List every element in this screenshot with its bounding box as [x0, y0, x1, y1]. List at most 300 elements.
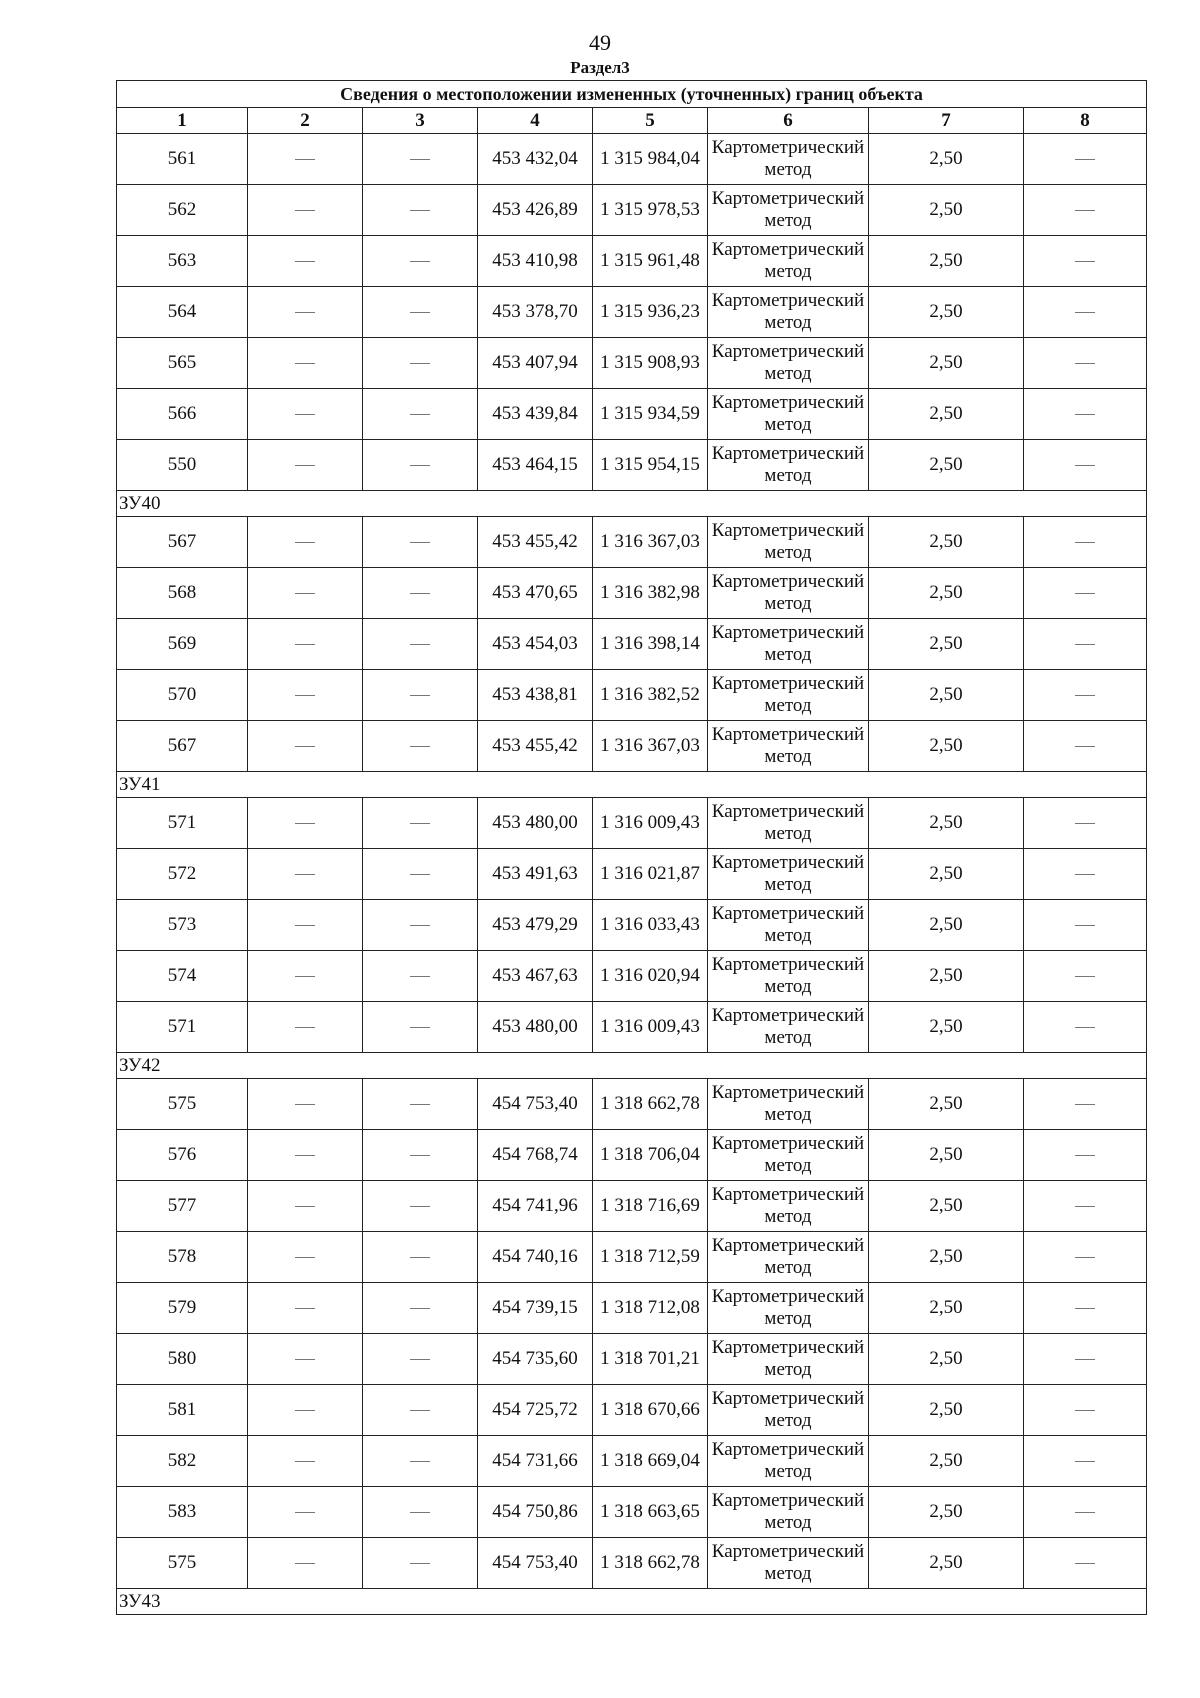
- empty-value-cell: [248, 1538, 363, 1589]
- x-coordinate-cell: 454 768,74: [478, 1130, 593, 1181]
- accuracy-cell: 2,50: [869, 1002, 1024, 1053]
- empty-value-cell: [248, 798, 363, 849]
- empty-value-cell: [248, 721, 363, 772]
- method-cell: Картометрический метод: [708, 1436, 869, 1487]
- table-body: [117, 134, 1147, 1615]
- y-coordinate-cell: 1 318 716,69: [593, 1181, 708, 1232]
- dash-mark: [410, 1257, 430, 1259]
- method-cell: Картометрический метод: [708, 287, 869, 338]
- y-coordinate-cell: 1 318 670,66: [593, 1385, 708, 1436]
- dash-mark: [295, 644, 315, 646]
- empty-value-cell: [248, 185, 363, 236]
- empty-value-cell: [363, 670, 478, 721]
- empty-value-cell: [1024, 1079, 1147, 1130]
- empty-value-cell: [248, 670, 363, 721]
- table-row: [117, 236, 1147, 287]
- empty-value-cell: [248, 619, 363, 670]
- empty-value-cell: [1024, 440, 1147, 491]
- point-number-cell: 550: [117, 440, 248, 491]
- dash-mark: [1075, 1410, 1095, 1412]
- table-caption-row: [117, 81, 1147, 108]
- empty-value-cell: [248, 1232, 363, 1283]
- point-number-cell: 571: [117, 798, 248, 849]
- empty-value-cell: [248, 338, 363, 389]
- x-coordinate-cell: 453 480,00: [478, 1002, 593, 1053]
- empty-value-cell: [1024, 1130, 1147, 1181]
- method-cell: Картометрический метод: [708, 1385, 869, 1436]
- dash-mark: [410, 695, 430, 697]
- empty-value-cell: [1024, 670, 1147, 721]
- empty-value-cell: [363, 134, 478, 185]
- empty-value-cell: [1024, 517, 1147, 568]
- empty-value-cell: [248, 568, 363, 619]
- table-row: [117, 900, 1147, 951]
- dash-mark: [295, 1206, 315, 1208]
- point-number-cell: 562: [117, 185, 248, 236]
- point-number-cell: 575: [117, 1079, 248, 1130]
- empty-value-cell: [248, 1181, 363, 1232]
- x-coordinate-cell: 453 438,81: [478, 670, 593, 721]
- dash-mark: [295, 874, 315, 876]
- dash-mark: [410, 159, 430, 161]
- x-coordinate-cell: 454 725,72: [478, 1385, 593, 1436]
- empty-value-cell: [363, 236, 478, 287]
- point-number-cell: 582: [117, 1436, 248, 1487]
- accuracy-cell: 2,50: [869, 1283, 1024, 1334]
- point-number-cell: 580: [117, 1334, 248, 1385]
- dash-mark: [410, 1512, 430, 1514]
- table-row: [117, 1079, 1147, 1130]
- dash-mark: [1075, 925, 1095, 927]
- dash-mark: [1075, 593, 1095, 595]
- method-cell: Картометрический метод: [708, 1002, 869, 1053]
- dash-mark: [1075, 1461, 1095, 1463]
- dash-mark: [295, 976, 315, 978]
- group-header-row: [117, 1589, 1147, 1615]
- table-row: [117, 287, 1147, 338]
- accuracy-cell: 2,50: [869, 517, 1024, 568]
- table-row: [117, 1436, 1147, 1487]
- empty-value-cell: [363, 1487, 478, 1538]
- point-number-cell: 575: [117, 1538, 248, 1589]
- point-number-cell: 563: [117, 236, 248, 287]
- empty-value-cell: [1024, 1002, 1147, 1053]
- empty-value-cell: [363, 849, 478, 900]
- table-row: [117, 389, 1147, 440]
- dash-mark: [1075, 644, 1095, 646]
- y-coordinate-cell: 1 316 021,87: [593, 849, 708, 900]
- dash-mark: [295, 925, 315, 927]
- method-cell: Картометрический метод: [708, 134, 869, 185]
- accuracy-cell: 2,50: [869, 1232, 1024, 1283]
- y-coordinate-cell: 1 315 961,48: [593, 236, 708, 287]
- dash-mark: [1075, 414, 1095, 416]
- table-row: [117, 134, 1147, 185]
- method-cell: Картометрический метод: [708, 1130, 869, 1181]
- empty-value-cell: [363, 798, 478, 849]
- method-cell: Картометрический метод: [708, 568, 869, 619]
- dash-mark: [1075, 1563, 1095, 1565]
- x-coordinate-cell: 453 455,42: [478, 517, 593, 568]
- empty-value-cell: [1024, 849, 1147, 900]
- table-row: [117, 1181, 1147, 1232]
- dash-mark: [295, 312, 315, 314]
- accuracy-cell: 2,50: [869, 1487, 1024, 1538]
- accuracy-cell: 2,50: [869, 849, 1024, 900]
- empty-value-cell: [1024, 287, 1147, 338]
- dash-mark: [295, 1359, 315, 1361]
- empty-value-cell: [1024, 236, 1147, 287]
- y-coordinate-cell: 1 316 020,94: [593, 951, 708, 1002]
- dash-mark: [410, 363, 430, 365]
- y-coordinate-cell: 1 318 669,04: [593, 1436, 708, 1487]
- dash-mark: [295, 746, 315, 748]
- dash-mark: [1075, 363, 1095, 365]
- column-number: 5: [593, 108, 708, 134]
- empty-value-cell: [248, 287, 363, 338]
- method-cell: Картометрический метод: [708, 389, 869, 440]
- method-cell: Картометрический метод: [708, 1079, 869, 1130]
- method-cell: Картометрический метод: [708, 517, 869, 568]
- method-cell: Картометрический метод: [708, 619, 869, 670]
- x-coordinate-cell: 454 753,40: [478, 1538, 593, 1589]
- dash-mark: [295, 210, 315, 212]
- x-coordinate-cell: 453 464,15: [478, 440, 593, 491]
- empty-value-cell: [363, 440, 478, 491]
- dash-mark: [295, 1410, 315, 1412]
- table-row: [117, 1232, 1147, 1283]
- accuracy-cell: 2,50: [869, 1538, 1024, 1589]
- dash-mark: [410, 823, 430, 825]
- method-cell: Картометрический метод: [708, 236, 869, 287]
- table-row: [117, 619, 1147, 670]
- dash-mark: [410, 210, 430, 212]
- accuracy-cell: 2,50: [869, 1334, 1024, 1385]
- accuracy-cell: 2,50: [869, 1181, 1024, 1232]
- table-row: [117, 1002, 1147, 1053]
- dash-mark: [1075, 746, 1095, 748]
- empty-value-cell: [1024, 185, 1147, 236]
- column-number: 8: [1024, 108, 1147, 134]
- table-row: [117, 185, 1147, 236]
- dash-mark: [410, 976, 430, 978]
- empty-value-cell: [363, 1079, 478, 1130]
- dash-mark: [410, 1027, 430, 1029]
- page-number: 49: [589, 30, 611, 55]
- point-number-cell: 564: [117, 287, 248, 338]
- dash-mark: [1075, 542, 1095, 544]
- empty-value-cell: [363, 1283, 478, 1334]
- accuracy-cell: 2,50: [869, 951, 1024, 1002]
- y-coordinate-cell: 1 318 662,78: [593, 1079, 708, 1130]
- table-row: [117, 440, 1147, 491]
- empty-value-cell: [1024, 900, 1147, 951]
- column-number: 6: [708, 108, 869, 134]
- y-coordinate-cell: 1 318 712,59: [593, 1232, 708, 1283]
- empty-value-cell: [248, 389, 363, 440]
- empty-value-cell: [248, 849, 363, 900]
- boundary-coordinates-table: [116, 80, 1147, 1615]
- dash-mark: [1075, 1155, 1095, 1157]
- empty-value-cell: [1024, 1436, 1147, 1487]
- dash-mark: [295, 1104, 315, 1106]
- dash-mark: [410, 312, 430, 314]
- y-coordinate-cell: 1 315 908,93: [593, 338, 708, 389]
- accuracy-cell: 2,50: [869, 338, 1024, 389]
- x-coordinate-cell: 453 378,70: [478, 287, 593, 338]
- empty-value-cell: [363, 1130, 478, 1181]
- empty-value-cell: [1024, 951, 1147, 1002]
- y-coordinate-cell: 1 315 978,53: [593, 185, 708, 236]
- empty-value-cell: [363, 185, 478, 236]
- empty-value-cell: [363, 1181, 478, 1232]
- dash-mark: [295, 1308, 315, 1310]
- empty-value-cell: [248, 900, 363, 951]
- point-number-cell: 579: [117, 1283, 248, 1334]
- empty-value-cell: [363, 951, 478, 1002]
- point-number-cell: 566: [117, 389, 248, 440]
- dash-mark: [1075, 159, 1095, 161]
- dash-mark: [295, 1155, 315, 1157]
- empty-value-cell: [248, 517, 363, 568]
- empty-value-cell: [1024, 1181, 1147, 1232]
- dash-mark: [410, 465, 430, 467]
- method-cell: Картометрический метод: [708, 440, 869, 491]
- accuracy-cell: 2,50: [869, 389, 1024, 440]
- empty-value-cell: [363, 568, 478, 619]
- point-number-cell: 581: [117, 1385, 248, 1436]
- y-coordinate-cell: 1 316 367,03: [593, 517, 708, 568]
- accuracy-cell: 2,50: [869, 900, 1024, 951]
- dash-mark: [295, 1461, 315, 1463]
- method-cell: Картометрический метод: [708, 1538, 869, 1589]
- y-coordinate-cell: 1 318 663,65: [593, 1487, 708, 1538]
- dash-mark: [1075, 1308, 1095, 1310]
- x-coordinate-cell: 453 480,00: [478, 798, 593, 849]
- empty-value-cell: [363, 1232, 478, 1283]
- point-number-cell: 571: [117, 1002, 248, 1053]
- dash-mark: [295, 465, 315, 467]
- dash-mark: [1075, 1027, 1095, 1029]
- section-label: Раздел3: [570, 58, 630, 77]
- empty-value-cell: [363, 1436, 478, 1487]
- x-coordinate-cell: 453 491,63: [478, 849, 593, 900]
- y-coordinate-cell: 1 316 398,14: [593, 619, 708, 670]
- point-number-cell: 569: [117, 619, 248, 670]
- accuracy-cell: 2,50: [869, 798, 1024, 849]
- dash-mark: [295, 261, 315, 263]
- accuracy-cell: 2,50: [869, 1436, 1024, 1487]
- empty-value-cell: [1024, 338, 1147, 389]
- point-number-cell: 567: [117, 517, 248, 568]
- method-cell: Картометрический метод: [708, 1283, 869, 1334]
- point-number-cell: 578: [117, 1232, 248, 1283]
- dash-mark: [1075, 1257, 1095, 1259]
- dash-mark: [1075, 312, 1095, 314]
- dash-mark: [1075, 261, 1095, 263]
- method-cell: Картометрический метод: [708, 1487, 869, 1538]
- dash-mark: [295, 593, 315, 595]
- method-cell: Картометрический метод: [708, 798, 869, 849]
- empty-value-cell: [1024, 721, 1147, 772]
- dash-mark: [410, 925, 430, 927]
- accuracy-cell: 2,50: [869, 236, 1024, 287]
- dash-mark: [410, 644, 430, 646]
- empty-value-cell: [363, 1538, 478, 1589]
- point-number-cell: 565: [117, 338, 248, 389]
- empty-value-cell: [248, 1487, 363, 1538]
- empty-value-cell: [248, 1334, 363, 1385]
- group-header-row: [117, 772, 1147, 798]
- empty-value-cell: [1024, 1334, 1147, 1385]
- method-cell: Картометрический метод: [708, 721, 869, 772]
- accuracy-cell: 2,50: [869, 1079, 1024, 1130]
- point-number-cell: 570: [117, 670, 248, 721]
- table-row: [117, 1385, 1147, 1436]
- table-caption: Сведения о местоположении измененных (уточненных) границ объекта: [117, 81, 1147, 108]
- accuracy-cell: 2,50: [869, 619, 1024, 670]
- empty-value-cell: [248, 1130, 363, 1181]
- dash-mark: [1075, 874, 1095, 876]
- point-number-cell: 561: [117, 134, 248, 185]
- x-coordinate-cell: 453 479,29: [478, 900, 593, 951]
- dash-mark: [410, 593, 430, 595]
- table-row: [117, 1334, 1147, 1385]
- empty-value-cell: [1024, 798, 1147, 849]
- method-cell: Картометрический метод: [708, 670, 869, 721]
- empty-value-cell: [363, 338, 478, 389]
- dash-mark: [410, 414, 430, 416]
- table-row: [117, 721, 1147, 772]
- empty-value-cell: [363, 1002, 478, 1053]
- column-number: 3: [363, 108, 478, 134]
- dash-mark: [295, 1257, 315, 1259]
- empty-value-cell: [1024, 1232, 1147, 1283]
- dash-mark: [295, 159, 315, 161]
- empty-value-cell: [363, 619, 478, 670]
- table-row: [117, 849, 1147, 900]
- group-header-row: [117, 491, 1147, 517]
- dash-mark: [295, 414, 315, 416]
- empty-value-cell: [1024, 1283, 1147, 1334]
- dash-mark: [410, 874, 430, 876]
- empty-value-cell: [1024, 1487, 1147, 1538]
- accuracy-cell: 2,50: [869, 670, 1024, 721]
- empty-value-cell: [248, 1002, 363, 1053]
- accuracy-cell: 2,50: [869, 185, 1024, 236]
- dash-mark: [1075, 1206, 1095, 1208]
- x-coordinate-cell: 454 741,96: [478, 1181, 593, 1232]
- dash-mark: [410, 1563, 430, 1565]
- empty-value-cell: [248, 1436, 363, 1487]
- method-cell: Картометрический метод: [708, 1232, 869, 1283]
- dash-mark: [410, 261, 430, 263]
- x-coordinate-cell: 453 455,42: [478, 721, 593, 772]
- table-row: [117, 568, 1147, 619]
- column-number: 4: [478, 108, 593, 134]
- dash-mark: [295, 1563, 315, 1565]
- point-number-cell: 568: [117, 568, 248, 619]
- empty-value-cell: [363, 287, 478, 338]
- dash-mark: [1075, 465, 1095, 467]
- x-coordinate-cell: 454 753,40: [478, 1079, 593, 1130]
- x-coordinate-cell: 454 750,86: [478, 1487, 593, 1538]
- point-number-cell: 576: [117, 1130, 248, 1181]
- empty-value-cell: [1024, 619, 1147, 670]
- group-label: ЗУ42: [117, 1053, 1147, 1079]
- empty-value-cell: [1024, 1538, 1147, 1589]
- empty-value-cell: [248, 1079, 363, 1130]
- dash-mark: [410, 1104, 430, 1106]
- empty-value-cell: [248, 134, 363, 185]
- x-coordinate-cell: 453 407,94: [478, 338, 593, 389]
- x-coordinate-cell: 453 470,65: [478, 568, 593, 619]
- dash-mark: [410, 542, 430, 544]
- dash-mark: [295, 542, 315, 544]
- empty-value-cell: [363, 721, 478, 772]
- empty-value-cell: [248, 440, 363, 491]
- dash-mark: [1075, 823, 1095, 825]
- x-coordinate-cell: 454 739,15: [478, 1283, 593, 1334]
- dash-mark: [410, 1359, 430, 1361]
- accuracy-cell: 2,50: [869, 568, 1024, 619]
- point-number-cell: 573: [117, 900, 248, 951]
- group-label: ЗУ41: [117, 772, 1147, 798]
- y-coordinate-cell: 1 315 954,15: [593, 440, 708, 491]
- dash-mark: [295, 695, 315, 697]
- dash-mark: [295, 823, 315, 825]
- x-coordinate-cell: 453 410,98: [478, 236, 593, 287]
- y-coordinate-cell: 1 318 701,21: [593, 1334, 708, 1385]
- dash-mark: [410, 1308, 430, 1310]
- table-row: [117, 951, 1147, 1002]
- method-cell: Картометрический метод: [708, 951, 869, 1002]
- dash-mark: [410, 1461, 430, 1463]
- dash-mark: [295, 1512, 315, 1514]
- column-number-row: [117, 108, 1147, 134]
- y-coordinate-cell: 1 315 984,04: [593, 134, 708, 185]
- group-header-row: [117, 1053, 1147, 1079]
- dash-mark: [410, 746, 430, 748]
- y-coordinate-cell: 1 316 009,43: [593, 1002, 708, 1053]
- empty-value-cell: [1024, 1385, 1147, 1436]
- point-number-cell: 574: [117, 951, 248, 1002]
- dash-mark: [1075, 1359, 1095, 1361]
- dash-mark: [295, 1027, 315, 1029]
- method-cell: Картометрический метод: [708, 900, 869, 951]
- empty-value-cell: [1024, 134, 1147, 185]
- table-row: [117, 1538, 1147, 1589]
- empty-value-cell: [248, 236, 363, 287]
- accuracy-cell: 2,50: [869, 1385, 1024, 1436]
- dash-mark: [295, 363, 315, 365]
- empty-value-cell: [363, 517, 478, 568]
- y-coordinate-cell: 1 316 382,52: [593, 670, 708, 721]
- y-coordinate-cell: 1 316 033,43: [593, 900, 708, 951]
- accuracy-cell: 2,50: [869, 440, 1024, 491]
- dash-mark: [1075, 976, 1095, 978]
- point-number-cell: 567: [117, 721, 248, 772]
- empty-value-cell: [363, 389, 478, 440]
- dash-mark: [1075, 210, 1095, 212]
- empty-value-cell: [248, 1283, 363, 1334]
- empty-value-cell: [363, 1385, 478, 1436]
- empty-value-cell: [363, 900, 478, 951]
- method-cell: Картометрический метод: [708, 1181, 869, 1232]
- method-cell: Картометрический метод: [708, 1334, 869, 1385]
- accuracy-cell: 2,50: [869, 134, 1024, 185]
- y-coordinate-cell: 1 315 934,59: [593, 389, 708, 440]
